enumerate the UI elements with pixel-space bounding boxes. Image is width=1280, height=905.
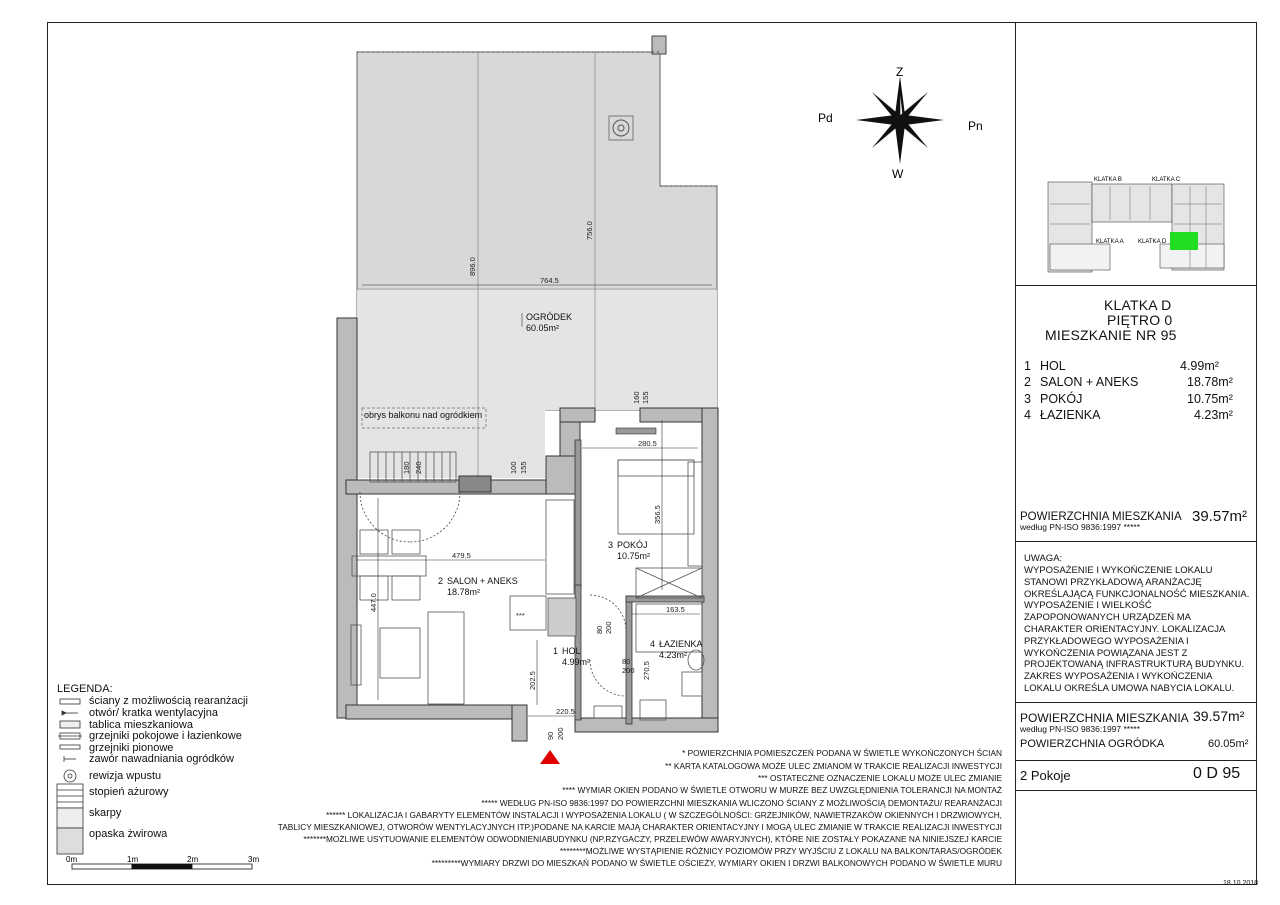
dim-220: 220.5 — [556, 707, 575, 716]
divider — [1015, 760, 1257, 761]
klatka-a: KLATKA A — [1096, 239, 1124, 245]
uwaga-text: WYPOSAŻENIE I WYKOŃCZENIE LOKALU STANOWI PRZYKŁADOWĄ ARANŻACJĘ OKREŚLAJĄCĄ FUNKCJONALNOŚĆ MIESZKANIA. WYPOSAŻENIE I WIELKOŚĆ ZAPOPONOWANYCH URZĄDZEŃ MA CHARAKTER ORIENTACYJNY. LOKALIZACJA PRZYKŁADOWEGO WYPOSAŻENIA I WYKOŃCZENIA POWIĄZANA JEST Z PROJEKTOWANĄ INFRASTRUKTURĄ BUDYNKU. ZAKRES WYPOSAŻENIA I WYKOŃCZENIA LOKALU OKREŚLA UMOWA NABYCIA LOKALU. — [1024, 565, 1250, 694]
lazienka-area: 4.23m² — [659, 650, 688, 660]
dim-163: 163.5 — [666, 605, 685, 614]
compass-n: Z — [896, 65, 904, 79]
divider — [1015, 541, 1257, 542]
footnote: TABLICY MIESZKANIOWEJ, OTWORÓW WENTYLACYJNYCH ITP.)PODANE NA KARCIE MAJĄ CHARAKTER ORIENTACYJNY I MOGĄ ULEC ZMIANIE W TRAKCIE REALIZACJI INWESTYCJI — [277, 822, 1002, 832]
dim-270: 270.5 — [642, 661, 651, 680]
klatka-b: KLATKA B — [1094, 177, 1122, 183]
legend-item: stopień ażurowy — [89, 786, 169, 798]
hol-area: 4.99m² — [562, 657, 591, 667]
dim-200: 200 — [604, 621, 613, 634]
compass-e: Pn — [968, 119, 983, 133]
pokoj-area: 10.75m² — [617, 551, 651, 561]
stars-note: *** — [516, 611, 525, 620]
room-area: 4.99m² — [1180, 359, 1219, 373]
summary-code: 0 D 95 — [1193, 765, 1241, 782]
dim-447: 447.0 — [369, 593, 378, 612]
summary-ogr-value: 60.05m² — [1208, 738, 1249, 750]
scale-0: 0m — [66, 855, 78, 864]
header-klatka: KLATKA D — [1104, 297, 1172, 313]
scale-bar — [72, 864, 252, 869]
divider — [1015, 702, 1257, 703]
lazienka-no: 4 — [650, 639, 656, 649]
area-sub: według PN-ISO 9836:1997 ***** — [1020, 522, 1141, 532]
dim-280: 280.5 — [638, 439, 657, 448]
divider — [1015, 285, 1257, 286]
header-mieszkanie: MIESZKANIE NR 95 — [1045, 327, 1177, 343]
salon-no: 2 — [438, 576, 444, 586]
pokoj-no: 3 — [608, 540, 614, 550]
summary-ogr-label: POWIERZCHNIA OGRÓDKA — [1020, 738, 1165, 750]
dim-155b: 155 — [519, 461, 528, 474]
dim-202: 202.5 — [528, 671, 537, 690]
compass-icon — [856, 76, 944, 164]
divider — [1015, 790, 1257, 791]
dim-896: 896.0 — [468, 257, 477, 276]
pokoj-name: POKÓJ — [617, 540, 648, 550]
dim-764: 764.5 — [540, 276, 559, 285]
room-no: 4 — [1024, 408, 1031, 422]
footnote: ** KARTA KATALOGOWA MOŻE ULEC ZMIANOM W TRAKCIE REALIZACJI INWESTYCJI — [665, 761, 1002, 771]
room-name: ŁAZIENKA — [1040, 408, 1101, 422]
room-name: POKÓJ — [1040, 392, 1083, 406]
area-label: POWIERZCHNIA MIESZKANIA — [1020, 511, 1182, 523]
lazienka-name: ŁAZIENKA — [659, 639, 703, 649]
entrance-marker-icon — [540, 750, 560, 764]
uwaga-title: UWAGA: — [1024, 553, 1063, 564]
footnote: ***** WEDŁUG PN-ISO 9836:1997 DO POWIERZCHNI MIESZKANIA WLICZONO ŚCIANY Z MOŻLIWOŚCIĄ DEMONTAŻU/ REARANŻACJI — [481, 798, 1002, 808]
compass-w: Pd — [818, 111, 833, 125]
summary-pow-value: 39.57m² — [1193, 708, 1245, 724]
hol-name: HOL — [562, 646, 581, 656]
scale-2: 2m — [187, 855, 199, 864]
dim-200b: 200 — [622, 666, 635, 675]
scale-1: 1m — [127, 855, 139, 864]
compass-s: W — [892, 167, 904, 181]
footnote: **** WYMIAR OKIEN PODANO W ŚWIETLE OTWORU W MURZE BEZ UWZGLĘDNIENIA TOLERANCJI NA MONTAŻ — [562, 785, 1002, 795]
footnote: * POWIERZCHNIA POMIESZCZEŃ PODANA W ŚWIETLE WYKOŃCZONYCH ŚCIAN — [682, 748, 1002, 758]
room-area: 18.78m² — [1187, 375, 1233, 389]
dim-155: 155 — [641, 391, 650, 404]
dim-240: 240 — [414, 461, 423, 474]
dim-356: 356.5 — [653, 505, 662, 524]
klatka-c: KLATKA C — [1152, 177, 1181, 183]
legend-item: grzejniki pionowe — [89, 742, 174, 754]
summary-pow-label: POWIERZCHNIA MIESZKANIA — [1020, 711, 1189, 725]
footnote: ********MOŻLIWE WYSTĄPIENIE RÓŻNICY POZIOMÓW PRZY WYJŚCIU Z LOKALU NA BALKON/TARAS/OGRÓDEK — [559, 846, 1002, 856]
legend-item: opaska żwirowa — [89, 828, 168, 840]
room-no: 1 — [1024, 359, 1031, 373]
summary-date: 18.10.2018 — [1223, 880, 1259, 887]
dim-90: 90 — [546, 731, 555, 740]
legend-item: otwór/ kratka wentylacyjna — [89, 707, 218, 719]
legend-item: skarpy — [89, 807, 122, 819]
legend-title: LEGENDA: — [57, 683, 113, 695]
dim-80: 80 — [595, 625, 604, 634]
footnote: ****** LOKALIZACJA I GABARYTY ELEMENTÓW INSTALACJI I WYPOSAŻENIA LOKALU ( W SZCZEGÓLNOŚCI: GRZEJNIKÓW, NAWIETRZAKÓW OKIENNYCH I DRZWIOWYCH, — [326, 810, 1002, 820]
legend-item: rewizja wpustu — [89, 770, 162, 782]
dim-80b: 80 — [622, 657, 631, 666]
legend-item: tablica mieszkaniowa — [89, 719, 193, 731]
room-area: 4.23m² — [1194, 408, 1233, 422]
legend-item: grzejniki pokojowe i łazienkowe — [89, 730, 242, 742]
legend-item: zawór nawadniania ogródków — [89, 753, 234, 765]
scale-3: 3m — [248, 855, 260, 864]
klatka-d: KLATKA D — [1138, 239, 1167, 245]
dim-479: 479.5 — [452, 551, 471, 560]
salon-area: 18.78m² — [447, 587, 481, 597]
dim-160: 160 — [632, 391, 641, 404]
footnote: *******MOŻLIWE USYTUOWANIE ELEMENTÓW ODWODNIENIABUDYNKU (NP.RZYGACZY, PRZELEWÓW AWARYJNYCH), KTÓRE NIE ZOSTAŁY POKAZANE NA NINIEJSZEJ KARCIE — [303, 834, 1002, 844]
dim-756: 756.0 — [585, 221, 594, 240]
summary-pow-sub: według PN-ISO 9836:1997 ***** — [1020, 724, 1141, 734]
balcony-note: obrys balkonu nad ogródkiem — [364, 410, 483, 420]
footnote: *** OSTATECZNE OZNACZENIE LOKALU MOŻE ULEC ZMIANIE — [757, 773, 1002, 783]
header-pietro: PIĘTRO 0 — [1107, 312, 1173, 328]
area-value: 39.57m² — [1192, 508, 1248, 525]
room-area: 10.75m² — [1187, 392, 1233, 406]
dim-100: 100 — [509, 461, 518, 474]
room-no: 2 — [1024, 375, 1031, 389]
salon-name: SALON + ANEKS — [447, 576, 518, 586]
room-name: SALON + ANEKS — [1040, 375, 1139, 389]
room-name: HOL — [1040, 359, 1066, 373]
footnote: *********WYMIARY DRZWI DO MIESZKAŃ PODANO W ŚWIETLE OŚCIEŻY, WYMIARY OKIEN I DRZWI BALKONOWYCH PODANO W ŚWIETLE MURU — [431, 858, 1002, 868]
dim-200c: 200 — [556, 727, 565, 740]
dim-180: 180 — [402, 461, 411, 474]
summary-pokoje: 2 Pokoje — [1020, 768, 1071, 783]
garden-name: OGRÓDEK — [526, 312, 573, 322]
garden-area-label: 60.05m² — [526, 323, 560, 333]
room-no: 3 — [1024, 392, 1031, 406]
side-panel — [1015, 22, 1257, 885]
legend-item: ściany z możliwością rearanżacji — [89, 695, 248, 707]
hol-no: 1 — [553, 646, 559, 656]
